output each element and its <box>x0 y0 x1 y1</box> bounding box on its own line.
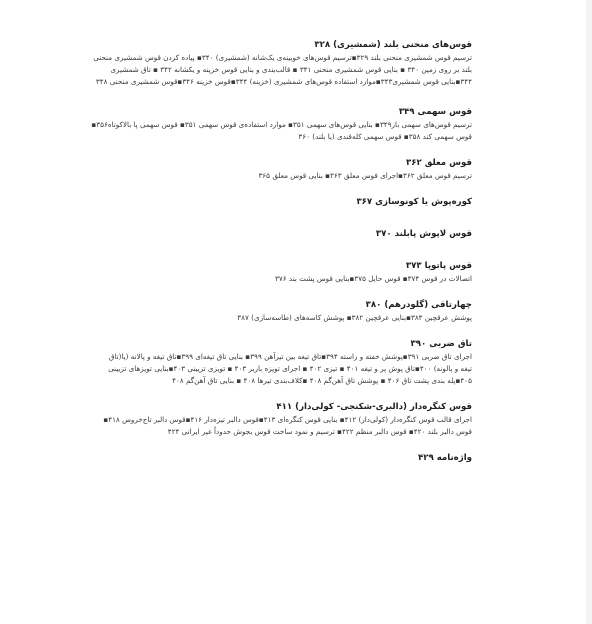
section-heading: چهارتاقی (گلودرهم) ۳۸۰ <box>365 300 472 310</box>
section-heading: قوس پاتوپا ۳۷۳ <box>405 261 472 271</box>
section-entry-line: ۴۰۵▪پله بندی پشت تاق ۴۰۶ ▪ پوشش تاق آهن‌گم ۴۰۸ ▪کلاف‌بندی تیرها ۴۰۸ ▪ بنایی تاق آهن‌گم ۴۰۸ <box>172 376 472 385</box>
section-entry-line: اتصالات در قوس ۳۷۴▪ قوس حایل ۳۷۵▪بنایی قوس پشت بند ۳۷۶ <box>275 274 472 283</box>
toc-section-parabolic-arch <box>60 105 472 143</box>
section-entry-line: بلند بر روی زمین ۳۴۰ ▪ بنایی قوس شمشیری منحنی ۳۴۱ ▪ قالب‌بندی و بنایی قوس خزینه و یکشانه ۳۴۲ ▪ تاق شمشیری <box>110 65 472 74</box>
section-entry-line: ترسیم قوس شمشیری منحنی بلند ۳۲۹▪ترسیم قوس‌های خوبینه‌ی یک‌شانه (شمشیری) ۳۴۰▪ پیاده کردن قوس شمشیری منحنی <box>93 53 472 62</box>
section-entry-line: اجرای تاق ضربی ۳۹۱▪پوشش خفته و راسته ۳۹۴▪تاق تیغه بین تیرآهن ۳۹۹▪ بنایی تاق تیغه‌ای ۳۹۹▪تاق تیغه و پالانه‌ (یا(تاق <box>108 352 472 361</box>
section-entry-line: ترسیم قوس‌های سهمی باز۳۴۹▪ بنایی قوس‌های سهمی ۳۵۱▪ موارد استفاده‌ی قوس سهمی ۳۵۱▪ قوس سهمی پا بالاکوتاه۳۵۶▪ <box>91 120 472 129</box>
section-entry-line: ترسیم قوس معلق ۳۶۲▪اجرای قوس معلق ۳۶۳▪ بنایی قوس معلق ۳۶۵ <box>258 171 472 180</box>
section-heading: قوس لاپوش پابلند ۳۷۰ <box>375 229 472 239</box>
toc-section-chahartaqi <box>60 298 472 324</box>
toc-section-lapush-arch <box>60 227 472 241</box>
section-entry-line: اجرای قالب قوس کنگره‌دار (کولی‌دار) ۴۱۲▪ بنایی قوس کنگره‌ای ۴۱۳▪قوس دالبر تیزه‌دار ۴۱۶▪قوس دالبر تاج‌خروس ۴۱۸▪ <box>103 415 472 424</box>
section-entry-line: پوشش عرقچین ۳۸۴▪بنایی عرقچین ۳۸۲▪ پوشش کاسه‌های (طاسه‌سازی) ۳۸۷ <box>237 313 472 322</box>
page-gutter <box>586 0 592 624</box>
section-heading: قوس‌های منحنی بلند (شمشیری) ۳۲۸ <box>314 40 472 50</box>
section-heading: تاق ضربی ۳۹۰ <box>410 339 472 349</box>
toc-section-glossary <box>60 451 472 465</box>
section-heading: قوس سهمی ۳۴۹ <box>398 107 472 117</box>
toc-section-cusped-arch <box>60 400 472 438</box>
toc-section-barrel-vault <box>60 195 472 209</box>
section-heading: قوس کنگره‌دار (دالبری-شکنجی- کولی‌دار) ۴۱۱ <box>276 402 472 412</box>
section-heading: قوس معلق ۳۶۲ <box>405 158 472 168</box>
toc-section-sword-arches <box>60 38 472 88</box>
section-entry-line: قوس دالبر بلند ۴۲۰▪ قوس دالبر منظم ۴۲۲▪ ترسیم و نمود ساخت قوس بجوش حدوداً غیر ایرانی ۴۲۴ <box>167 427 472 436</box>
toc-section-catenary-arch <box>60 156 472 182</box>
table-of-contents <box>60 38 472 478</box>
section-entry-line: قوس سهمی کند ۳۵۸▪ قوس سهمی کله‌قندی (یا بلند) ۳۶۰ <box>298 132 472 141</box>
section-heading: واژه‌نامه ۴۲۹ <box>417 453 472 463</box>
toc-section-jack-arch <box>60 337 472 387</box>
toc-section-patopa-arch <box>60 259 472 285</box>
section-heading: کوره‌پوش یا کونوسازی ۳۶۷ <box>356 197 472 207</box>
section-entry-line: تیغه و پالونه) ۴۰۰▪تاق پوش پر و تیغه ۴۰۱ ▪ تیزی ۴۰۲ ▪ اجرای تویزه باربر ۴۰۳ ▪ تویزی تزیینی ۴۰۳▪بنایی تویزهای تزیینی <box>108 364 472 373</box>
section-entry-line: ۳۴۴▪بنایی قوس شمشیری۳۴۳▪موارد استفاده قوس‌های شمشیری (خزینه) ۳۴۴▪قوس خزینه ۳۴۶▪قوس شمشیری منحنی ۳۴۸ <box>95 77 472 86</box>
